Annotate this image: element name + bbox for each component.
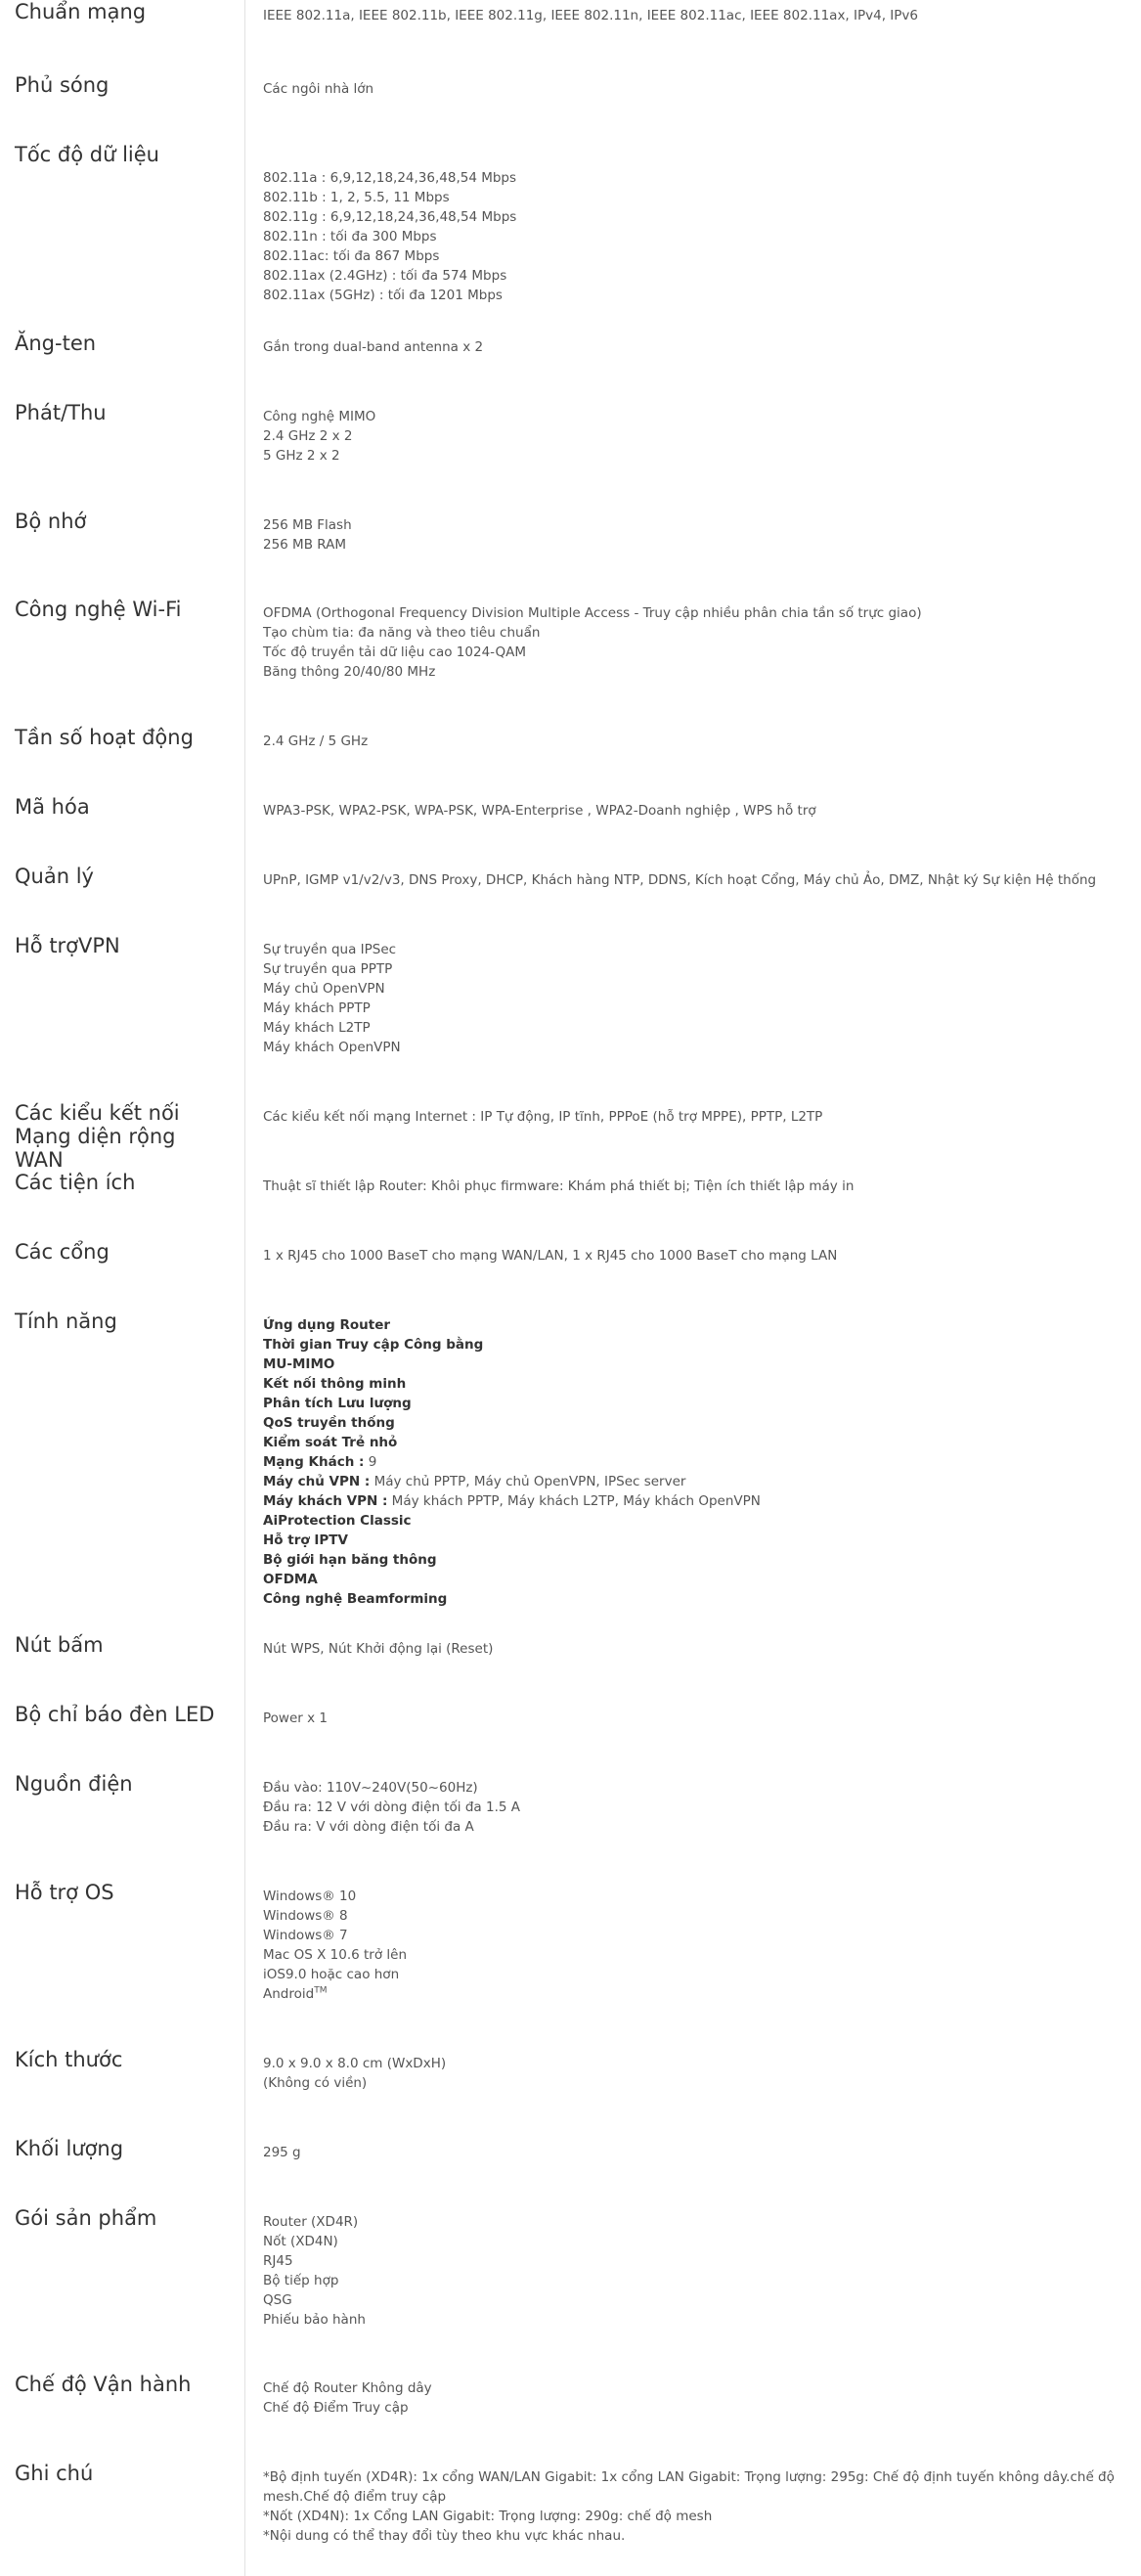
spec-value-line — [263, 959, 1123, 979]
spec-value-line — [263, 940, 1123, 959]
column-divider — [244, 795, 245, 865]
spec-value-text: *Bộ định tuyến (XD4R): 1x cổng WAN/LAN Gigabit: 1x cổng LAN Gigabit: Trọng lượng: 295g: Chế độ định tuyến không dây.chế độ mesh.Chế độ điểm truy cập — [263, 2469, 1115, 2505]
column-divider — [244, 73, 245, 143]
spec-value-line — [263, 1107, 1123, 1127]
spec-value-line — [263, 446, 1123, 466]
spec-value-line — [263, 337, 1123, 357]
column-divider — [244, 726, 245, 795]
column-divider — [244, 1171, 245, 1240]
spec-value-text: Windows® 7 — [263, 1928, 348, 1943]
spec-value-line — [263, 2378, 1123, 2398]
trademark-superscript: TM — [314, 1985, 328, 1996]
column-divider — [244, 1703, 245, 1772]
spec-row — [0, 865, 1141, 934]
spec-values — [263, 2467, 1123, 2546]
spec-label: Hỗ trợVPN — [15, 934, 120, 957]
spec-value-text: Windows® 10 — [263, 1888, 357, 1904]
feature-name: Kết nối thông minh — [263, 1376, 407, 1392]
spec-row — [0, 934, 1141, 1101]
spec-value-text: Máy chủ OpenVPN — [263, 981, 385, 997]
spec-value-line — [263, 515, 1123, 535]
spec-value-text: RJ45 — [263, 2253, 293, 2269]
spec-value-line — [263, 1335, 1123, 1355]
spec-value-line — [263, 2212, 1123, 2232]
spec-value-line — [263, 1452, 1123, 1472]
spec-value-line — [263, 207, 1123, 227]
spec-value-line — [263, 2467, 1123, 2507]
spec-label: Phủ sóng — [15, 73, 110, 97]
spec-value-line — [263, 188, 1123, 207]
spec-value-line — [263, 1394, 1123, 1413]
spec-value-line — [263, 1906, 1123, 1926]
spec-value-line — [263, 2271, 1123, 2290]
spec-value-text: Android — [263, 1986, 315, 2002]
spec-value-line — [263, 1355, 1123, 1374]
spec-value-text: Gắn trong dual-band antenna x 2 — [263, 339, 484, 355]
feature-detail: 9 — [364, 1454, 377, 1470]
spec-label: Bộ chỉ báo đèn LED — [15, 1703, 215, 1726]
column-divider — [244, 2137, 245, 2206]
spec-value-line — [263, 426, 1123, 446]
spec-value-line — [263, 286, 1123, 305]
spec-row — [0, 1772, 1141, 1881]
column-divider — [244, 0, 245, 73]
spec-value-line — [263, 2398, 1123, 2418]
spec-row — [0, 0, 1141, 73]
column-divider — [244, 401, 245, 510]
feature-name: Công nghệ Beamforming — [263, 1591, 448, 1607]
spec-value-line — [263, 1374, 1123, 1394]
spec-value-line — [263, 1315, 1123, 1335]
spec-values — [263, 801, 1123, 821]
spec-label: Ghi chú — [15, 2462, 94, 2485]
spec-value-text: 802.11ac: tối đa 867 Mbps — [263, 248, 440, 264]
spec-value-line — [263, 2143, 1123, 2162]
spec-value-line — [263, 2507, 1123, 2526]
spec-row — [0, 2373, 1141, 2462]
spec-values — [263, 2054, 1123, 2093]
spec-row — [0, 73, 1141, 143]
spec-label: Hỗ trợ OS — [15, 1881, 114, 1904]
spec-label: Mã hóa — [15, 795, 90, 819]
spec-label: Nguồn điện — [15, 1772, 133, 1796]
column-divider — [244, 1881, 245, 2048]
feature-detail: Máy chủ PPTP, Máy chủ OpenVPN, IPSec server — [370, 1474, 686, 1489]
spec-value-text: 802.11a : 6,9,12,18,24,36,48,54 Mbps — [263, 170, 517, 186]
spec-value-line — [263, 1984, 1123, 2004]
spec-value-line — [263, 535, 1123, 555]
spec-value-line — [263, 1926, 1123, 1945]
spec-row — [0, 598, 1141, 726]
spec-value-text: Đầu ra: V với dòng điện tối đa A — [263, 1819, 474, 1835]
spec-values — [263, 2143, 1123, 2162]
spec-value-line — [263, 662, 1123, 682]
spec-values — [263, 1778, 1123, 1837]
spec-row — [0, 1310, 1141, 1633]
spec-value-line — [263, 1798, 1123, 1817]
spec-value-text: Thuật sĩ thiết lập Router: Khôi phục firmware: Khám phá thiết bị; Tiện ích thiết lập máy in — [263, 1178, 855, 1194]
spec-row — [0, 2206, 1141, 2373]
spec-value-text: 1 x RJ45 cho 1000 BaseT cho mạng WAN/LAN, 1 x RJ45 cho 1000 BaseT cho mạng LAN — [263, 1248, 838, 1264]
spec-value-line — [263, 1965, 1123, 1984]
column-divider — [244, 2048, 245, 2137]
spec-value-text: Sự truyền qua IPSec — [263, 942, 397, 957]
spec-values — [263, 6, 1123, 25]
spec-value-line — [263, 1018, 1123, 1038]
spec-value-text: Tốc độ truyền tải dữ liệu cao 1024-QAM — [263, 644, 527, 660]
spec-value-line — [263, 2310, 1123, 2330]
spec-value-text: OFDMA (Orthogonal Frequency Division Multiple Access - Truy cập nhiều phân chia tần số trực giao) — [263, 605, 922, 621]
spec-value-text: Phiếu bảo hành — [263, 2312, 366, 2328]
spec-row — [0, 2462, 1141, 2576]
spec-value-text: Windows® 8 — [263, 1908, 348, 1924]
spec-value-line — [263, 2054, 1123, 2073]
column-divider — [244, 2462, 245, 2576]
spec-value-line — [263, 2232, 1123, 2251]
spec-value-line — [263, 870, 1123, 890]
spec-value-text: 802.11n : tối đa 300 Mbps — [263, 229, 437, 244]
spec-values — [263, 1246, 1123, 1266]
spec-value-text: 9.0 x 9.0 x 8.0 cm (WxDxH) — [263, 2056, 447, 2071]
spec-value-line — [263, 1413, 1123, 1433]
spec-value-line — [263, 407, 1123, 426]
spec-value-line — [263, 1709, 1123, 1728]
spec-value-line — [263, 1531, 1123, 1550]
spec-value-text: Chế độ Router Không dây — [263, 2380, 432, 2396]
spec-value-text: Mac OS X 10.6 trở lên — [263, 1947, 408, 1963]
spec-value-text: Router (XD4R) — [263, 2214, 359, 2230]
spec-value-text: 256 MB RAM — [263, 537, 346, 553]
column-divider — [244, 2373, 245, 2462]
column-divider — [244, 598, 245, 726]
spec-value-text: 256 MB Flash — [263, 517, 352, 533]
spec-value-text: Máy khách L2TP — [263, 1020, 371, 1036]
spec-label: Quản lý — [15, 865, 94, 888]
spec-row — [0, 1703, 1141, 1772]
spec-value-line — [263, 149, 1123, 168]
spec-value-line — [263, 266, 1123, 286]
spec-value-text: Sự truyền qua PPTP — [263, 961, 393, 977]
spec-value-line — [263, 2251, 1123, 2271]
spec-value-text: Máy khách OpenVPN — [263, 1040, 401, 1055]
spec-row — [0, 2137, 1141, 2206]
spec-value-line — [263, 1570, 1123, 1589]
spec-value-text: Nút WPS, Nút Khởi động lại (Reset) — [263, 1641, 494, 1657]
spec-value-text: 2.4 GHz 2 x 2 — [263, 428, 353, 444]
spec-value-line — [263, 1778, 1123, 1798]
spec-value-line — [263, 1038, 1123, 1057]
column-divider — [244, 510, 245, 598]
spec-value-text: Power x 1 — [263, 1710, 328, 1726]
feature-name: Máy khách VPN : — [263, 1493, 388, 1509]
spec-values — [263, 940, 1123, 1057]
spec-row — [0, 1633, 1141, 1703]
spec-label: Tính năng — [15, 1310, 117, 1333]
spec-value-text: 802.11ax (5GHz) : tối đa 1201 Mbps — [263, 288, 503, 303]
spec-value-text: Nốt (XD4N) — [263, 2234, 338, 2249]
spec-value-line — [263, 168, 1123, 188]
spec-value-text: 2.4 GHz / 5 GHz — [263, 733, 369, 749]
spec-values — [263, 79, 1123, 99]
spec-value-line — [263, 999, 1123, 1018]
spec-value-line — [263, 1177, 1123, 1196]
spec-value-line — [263, 227, 1123, 246]
spec-label: Các kiểu kết nối Mạng diện rộng WAN — [15, 1101, 180, 1172]
spec-values — [263, 1887, 1123, 2004]
spec-value-line — [263, 1639, 1123, 1659]
column-divider — [244, 865, 245, 934]
feature-name: Hỗ trợ IPTV — [263, 1532, 348, 1548]
spec-value-text: iOS9.0 hoặc cao hơn — [263, 1967, 400, 1982]
spec-value-text: 802.11ax (2.4GHz) : tối đa 574 Mbps — [263, 268, 507, 284]
spec-value-line — [263, 1550, 1123, 1570]
spec-row — [0, 726, 1141, 795]
spec-row — [0, 510, 1141, 598]
spec-value-line — [263, 1817, 1123, 1837]
spec-value-line — [263, 79, 1123, 99]
spec-value-line — [263, 979, 1123, 999]
spec-value-line — [263, 1472, 1123, 1491]
spec-label: Kích thước — [15, 2048, 123, 2071]
spec-row — [0, 1881, 1141, 2048]
spec-label: Các cổng — [15, 1240, 110, 1264]
spec-values — [263, 870, 1123, 890]
column-divider — [244, 143, 245, 332]
spec-value-text: Chế độ Điểm Truy cập — [263, 2400, 409, 2416]
spec-label: Phát/Thu — [15, 401, 107, 424]
spec-value-line — [263, 1491, 1123, 1511]
column-divider — [244, 1240, 245, 1310]
column-divider — [244, 1101, 245, 1171]
spec-label: Các tiện ích — [15, 1171, 136, 1194]
spec-values — [263, 603, 1123, 682]
spec-values — [263, 1709, 1123, 1728]
spec-value-text: (Không có viền) — [263, 2075, 368, 2091]
spec-value-line — [263, 801, 1123, 821]
spec-value-text: Công nghệ MIMO — [263, 409, 376, 424]
feature-name: MU-MIMO — [263, 1356, 335, 1372]
spec-value-text: UPnP, IGMP v1/v2/v3, DNS Proxy, DHCP, Khách hàng NTP, DDNS, Kích hoạt Cổng, Máy chủ Ảo, DMZ, Nhật ký Sự kiện Hệ thống — [263, 872, 1097, 888]
spec-values — [263, 2378, 1123, 2418]
spec-row — [0, 795, 1141, 865]
spec-label: Chế độ Vận hành — [15, 2373, 192, 2396]
spec-label: Công nghệ Wi-Fi — [15, 598, 182, 621]
spec-label: Gói sản phẩm — [15, 2206, 157, 2230]
spec-value-text: *Nội dung có thể thay đổi tùy theo khu vực khác nhau. — [263, 2528, 626, 2544]
spec-value-line — [263, 643, 1123, 662]
feature-name: QoS truyền thống — [263, 1415, 395, 1431]
feature-name: Thời gian Truy cập Công bằng — [263, 1337, 484, 1353]
spec-values — [263, 337, 1123, 357]
feature-name: Máy chủ VPN : — [263, 1474, 371, 1489]
spec-row — [0, 1240, 1141, 1310]
spec-label: Ăng-ten — [15, 332, 97, 355]
feature-name: Ứng dụng Router — [263, 1317, 391, 1333]
column-divider — [244, 1310, 245, 1633]
column-divider — [244, 934, 245, 1101]
column-divider — [244, 1772, 245, 1881]
spec-label: Tần số hoạt động — [15, 726, 194, 749]
spec-value-text: *Nốt (XD4N): 1x Cổng LAN Gigabit: Trọng lượng: 290g: chế độ mesh — [263, 2509, 713, 2524]
spec-value-text: Bộ tiếp hợp — [263, 2273, 339, 2288]
spec-values — [263, 515, 1123, 555]
spec-value-line — [263, 246, 1123, 266]
feature-name: OFDMA — [263, 1572, 318, 1587]
spec-values — [263, 407, 1123, 466]
column-divider — [244, 1633, 245, 1703]
feature-name: AiProtection Classic — [263, 1513, 412, 1529]
spec-value-text: 802.11b : 1, 2, 5.5, 11 Mbps — [263, 190, 450, 205]
spec-value-text: Băng thông 20/40/80 MHz — [263, 664, 436, 680]
spec-value-line — [263, 1945, 1123, 1965]
spec-value-line — [263, 1433, 1123, 1452]
spec-value-line — [263, 1246, 1123, 1266]
spec-value-line — [263, 732, 1123, 751]
spec-value-text: Các kiểu kết nối mạng Internet : IP Tự động, IP tĩnh, PPPoE (hỗ trợ MPPE), PPTP, L2TP — [263, 1109, 823, 1125]
spec-values — [263, 732, 1123, 751]
spec-value-text: Máy khách PPTP — [263, 1000, 371, 1016]
spec-value-text: Các ngôi nhà lớn — [263, 81, 374, 97]
spec-value-line — [263, 2073, 1123, 2093]
spec-values — [263, 1315, 1123, 1609]
spec-value-text: 802.11g : 6,9,12,18,24,36,48,54 Mbps — [263, 209, 517, 225]
spec-label: Bộ nhớ — [15, 510, 87, 533]
spec-value-text: QSG — [263, 2292, 292, 2308]
spec-value-text: WPA3-PSK, WPA2-PSK, WPA-PSK, WPA-Enterprise , WPA2-Doanh nghiệp , WPS hỗ trợ — [263, 803, 816, 819]
spec-values — [263, 1177, 1123, 1196]
spec-values — [263, 2212, 1123, 2330]
feature-name: Kiểm soát Trẻ nhỏ — [263, 1435, 398, 1450]
spec-label: Khối lượng — [15, 2137, 124, 2160]
spec-value-text: 5 GHz 2 x 2 — [263, 448, 340, 464]
spec-value-line — [263, 6, 1123, 25]
spec-value-line — [263, 1511, 1123, 1531]
column-divider — [244, 332, 245, 401]
feature-name: Mạng Khách : — [263, 1454, 365, 1470]
feature-name: Phân tích Lưu lượng — [263, 1396, 412, 1411]
spec-value-line — [263, 2526, 1123, 2546]
spec-value-text: Tạo chùm tia: đa năng và theo tiêu chuẩn — [263, 625, 541, 641]
spec-value-line — [263, 2290, 1123, 2310]
spec-label: Tốc độ dữ liệu — [15, 143, 159, 166]
spec-value-text: IEEE 802.11a, IEEE 802.11b, IEEE 802.11g, IEEE 802.11n, IEEE 802.11ac, IEEE 802.11ax, IPv4, IPv6 — [263, 8, 918, 23]
spec-value-line — [263, 1589, 1123, 1609]
spec-row — [0, 2048, 1141, 2137]
spec-row — [0, 1101, 1141, 1171]
spec-value-text: 295 g — [263, 2145, 301, 2160]
spec-value-line — [263, 603, 1123, 623]
spec-value-text: Đầu vào: 110V~240V(50~60Hz) — [263, 1780, 478, 1796]
spec-row — [0, 143, 1141, 332]
spec-value-text: Đầu ra: 12 V với dòng điện tối đa 1.5 A — [263, 1799, 520, 1815]
spec-row — [0, 401, 1141, 510]
spec-label: Nút bấm — [15, 1633, 104, 1657]
spec-value-line — [263, 623, 1123, 643]
feature-detail: Máy khách PPTP, Máy khách L2TP, Máy khách OpenVPN — [387, 1493, 761, 1509]
spec-label: Chuẩn mạng — [15, 0, 147, 23]
spec-value-line — [263, 1887, 1123, 1906]
spec-values — [263, 1639, 1123, 1659]
spec-values — [263, 1107, 1123, 1127]
feature-name: Bộ giới hạn băng thông — [263, 1552, 437, 1568]
spec-row — [0, 1171, 1141, 1240]
spec-values — [263, 149, 1123, 305]
column-divider — [244, 2206, 245, 2373]
spec-row — [0, 332, 1141, 401]
